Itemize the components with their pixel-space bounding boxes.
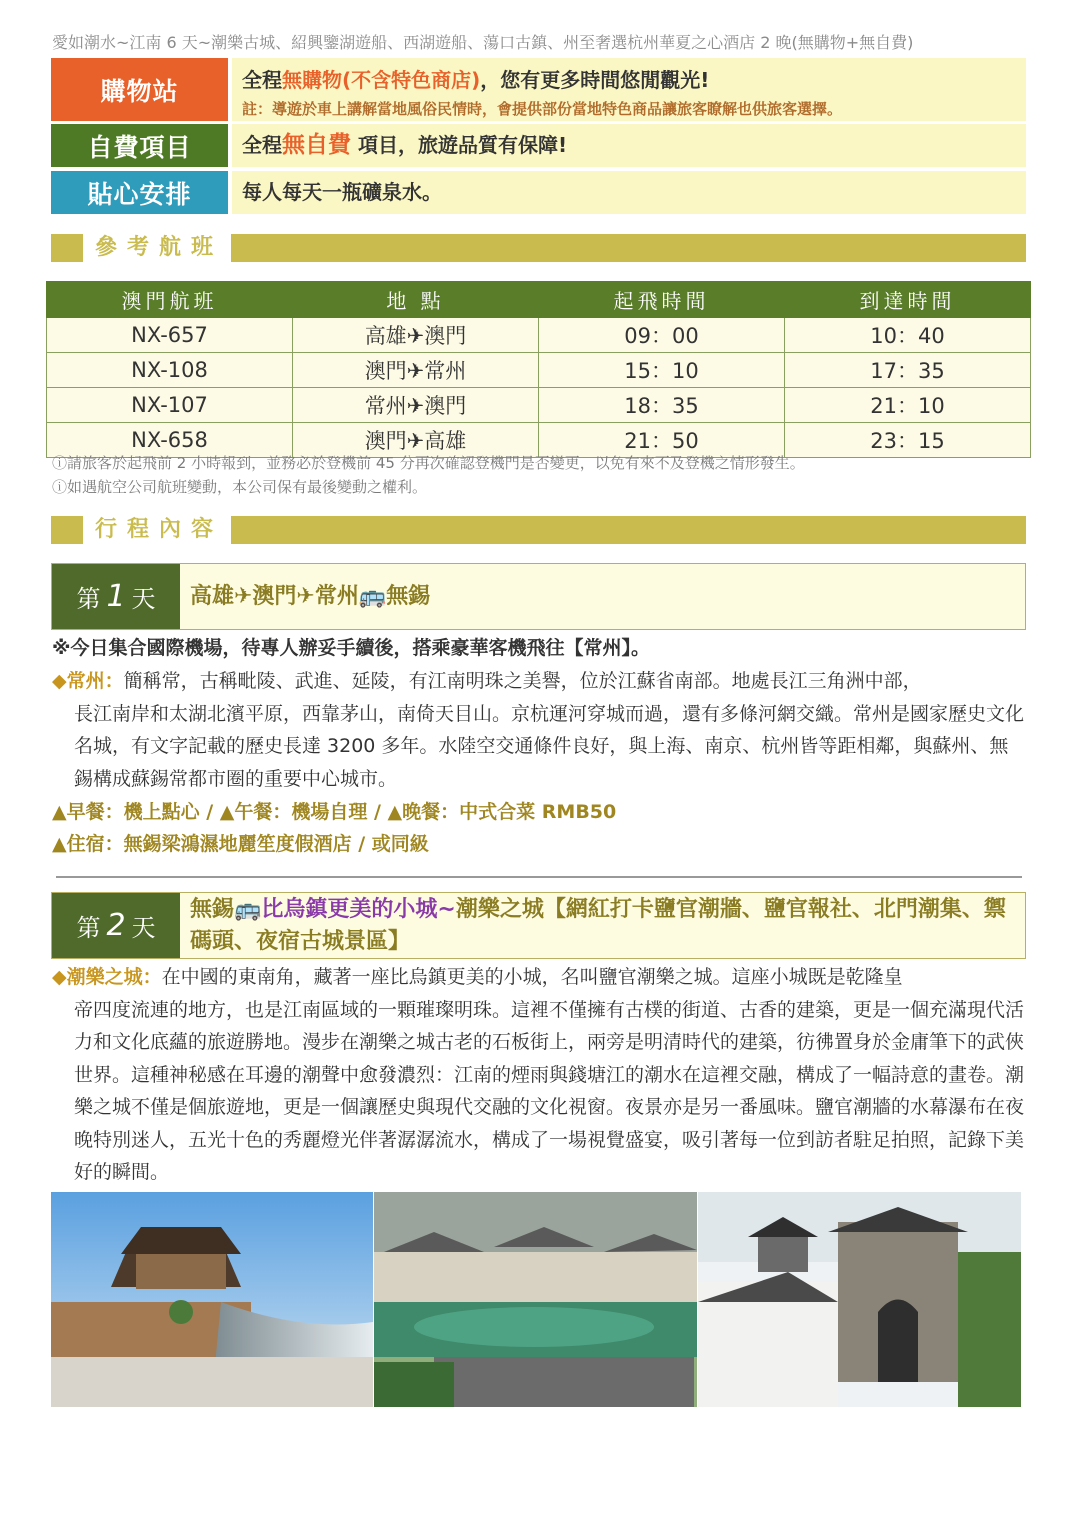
day2-key: ◆潮樂之城： [52,966,162,988]
optional-highlight: 無自費 [282,132,351,158]
day2-title [190,894,1015,958]
flight-note-1: ⓘ請旅客於起飛前 2 小時報到，並務必於登機前 45 分再次確認登機門是否變更，以免有來不及登機之情形發生。 [52,454,805,472]
day1-header [51,563,1026,630]
flights-section-title: 參考航班 [87,234,231,262]
photo-ancient-town-canal [374,1192,697,1407]
day-suffix: 天 [131,914,156,942]
day1-desc-rest: 長江南岸和太湖北濱平原，西靠茅山，南倚天目山。京杭運河穿城而過，還有多條河網交織。常州是國家歷史文化名城，有文字記載的歷史長達 3200 多年。水陸空交通條件良好，與上海、南京、杭州皆等距相鄰，與蘇州、無錫構成蘇錫常都市圈的重要中心城市。 [74,702,1025,790]
day2-label [52,893,180,958]
optional-post: 項目，旅遊品質有保障! [351,133,568,157]
day-prefix: 第 [76,585,101,613]
flight-arrive: 23：15 [785,423,1031,458]
col-route: 地 點 [293,282,539,318]
day1-meals: ▲早餐：機上點心 / ▲午餐：機場自理 / ▲晚餐：中式合菜 RMB50 [52,801,617,823]
flight-arrive: 10：40 [785,318,1031,353]
table-row [47,318,1031,353]
flight-arrive: 21：10 [785,388,1031,423]
col-depart: 起飛時間 [539,282,785,318]
flight-arrive: 17：35 [785,353,1031,388]
care-info: 每人每天一瓶礦泉水。 [232,171,1026,214]
flight-no: NX-108 [47,353,293,388]
flights-table [46,281,1031,458]
section-marker [51,234,87,262]
page-header-title: 愛如潮水~江南 6 天~潮樂古城、紹興鑒湖遊船、西湖遊船、蕩口古鎮、州至奢選杭州華夏之心酒店 2 晚(無購物+無自費) [52,33,914,52]
flight-route: 澳門✈高雄 [293,423,539,458]
optional-tour-tag: 自費項目 [51,124,228,167]
flight-route: 澳門✈常州 [293,353,539,388]
day-suffix: 天 [131,585,156,613]
day-number: 1 [106,579,126,614]
shopping-highlight: 無購物(不含特色商店) [282,68,481,92]
itinerary-section-title: 行程內容 [87,516,231,544]
flight-no: NX-107 [47,388,293,423]
care-tag: 貼心安排 [51,171,228,214]
shopping-tag: 購物站 [51,58,228,121]
shopping-info [232,58,1026,121]
flight-route: 高雄✈澳門 [293,318,539,353]
table-row [47,388,1031,423]
col-arrive: 到達時間 [785,282,1031,318]
photo-water-wall-gate [51,1192,373,1407]
flights-section-bar [51,234,1026,262]
shopping-post: ，您有更多時間悠閒觀光! [480,68,710,92]
day2-title-b: 比烏鎮更美的小城~ [261,897,456,922]
flight-depart: 18：35 [539,388,785,423]
section-marker [51,516,87,544]
day1-hotel: ▲住宿：無錫梁鴻濕地麗笙度假酒店 / 或同級 [52,833,429,855]
day1-title: 高雄✈澳門✈常州🚌無錫 [190,584,431,609]
optional-tour-info [232,124,1026,167]
itinerary-section-bar [51,516,1026,544]
shopping-note: 註：導遊於車上講解當地風俗民情時，會提供部份當地特色商品讓旅客瞭解也供旅客選擇。 [242,100,843,118]
day-number: 2 [106,908,126,943]
day-prefix: 第 [76,914,101,942]
flight-no: NX-657 [47,318,293,353]
flight-route: 常州✈澳門 [293,388,539,423]
table-row [47,353,1031,388]
optional-pre: 全程 [242,133,282,157]
shopping-pre: 全程 [242,68,282,92]
photo-city-gate-tower [698,1192,1021,1407]
flight-note-2: ⓘ如遇航空公司航班變動，本公司保有最後變動之權利。 [52,478,428,496]
day2-desc-first: 在中國的東南角，藏著一座比烏鎮更美的小城，名叫鹽官潮樂之城。這座小城既是乾隆皇 [161,966,903,988]
flight-depart: 21：50 [539,423,785,458]
day1-desc-first: 簡稱常，古稱毗陵、武進、延陵，有江南明珠之美譽，位於江蘇省南部。地處長江三角洲中部， [123,670,922,692]
flight-depart: 15：10 [539,353,785,388]
day2-title-a: 無錫🚌 [190,897,262,922]
col-flight: 澳門航班 [47,282,293,318]
day2-header [51,892,1026,959]
day2-desc-rest: 帝四度流連的地方，也是江南區域的一顆璀璨明珠。這裡不僅擁有古樸的街道、古香的建築，更是一個充滿現代活力和文化底蘊的旅遊勝地。漫步在潮樂之城古老的石板街上，兩旁是明清時代的建築，彷彿置身於金庸筆下的武俠世界。這種神秘感在耳邊的潮聲中愈發濃烈：江南的煙雨與錢塘江的潮水在這裡交融，構成了一幅詩意的畫卷。潮樂之城不僅是個旅遊地，更是一個讓歷史與現代交融的文化視窗。夜景亦是另一番風味。鹽官潮牆的水幕瀑布在夜晚特別迷人，五光十色的秀麗燈光伴著潺潺流水，構成了一場視覺盛宴，吸引著每一位到訪者駐足拍照，記錄下美好的瞬間。 [74,998,1025,1183]
day1-intro: ※今日集合國際機場，待專人辦妥手續後，搭乘豪華客機飛往【常州】。 [52,637,650,659]
day2-title-c: 潮樂之城【網紅打卡鹽官潮牆、鹽官報社、北門潮集、禦碼頭、夜宿古城景區】 [190,897,1006,954]
day1-key: ◆常州： [52,670,124,692]
divider [56,876,1022,878]
flight-depart: 09：00 [539,318,785,353]
day1-description [52,665,1027,795]
flight-no: NX-658 [47,423,293,458]
day2-description [52,961,1027,1189]
day1-label [52,564,180,629]
